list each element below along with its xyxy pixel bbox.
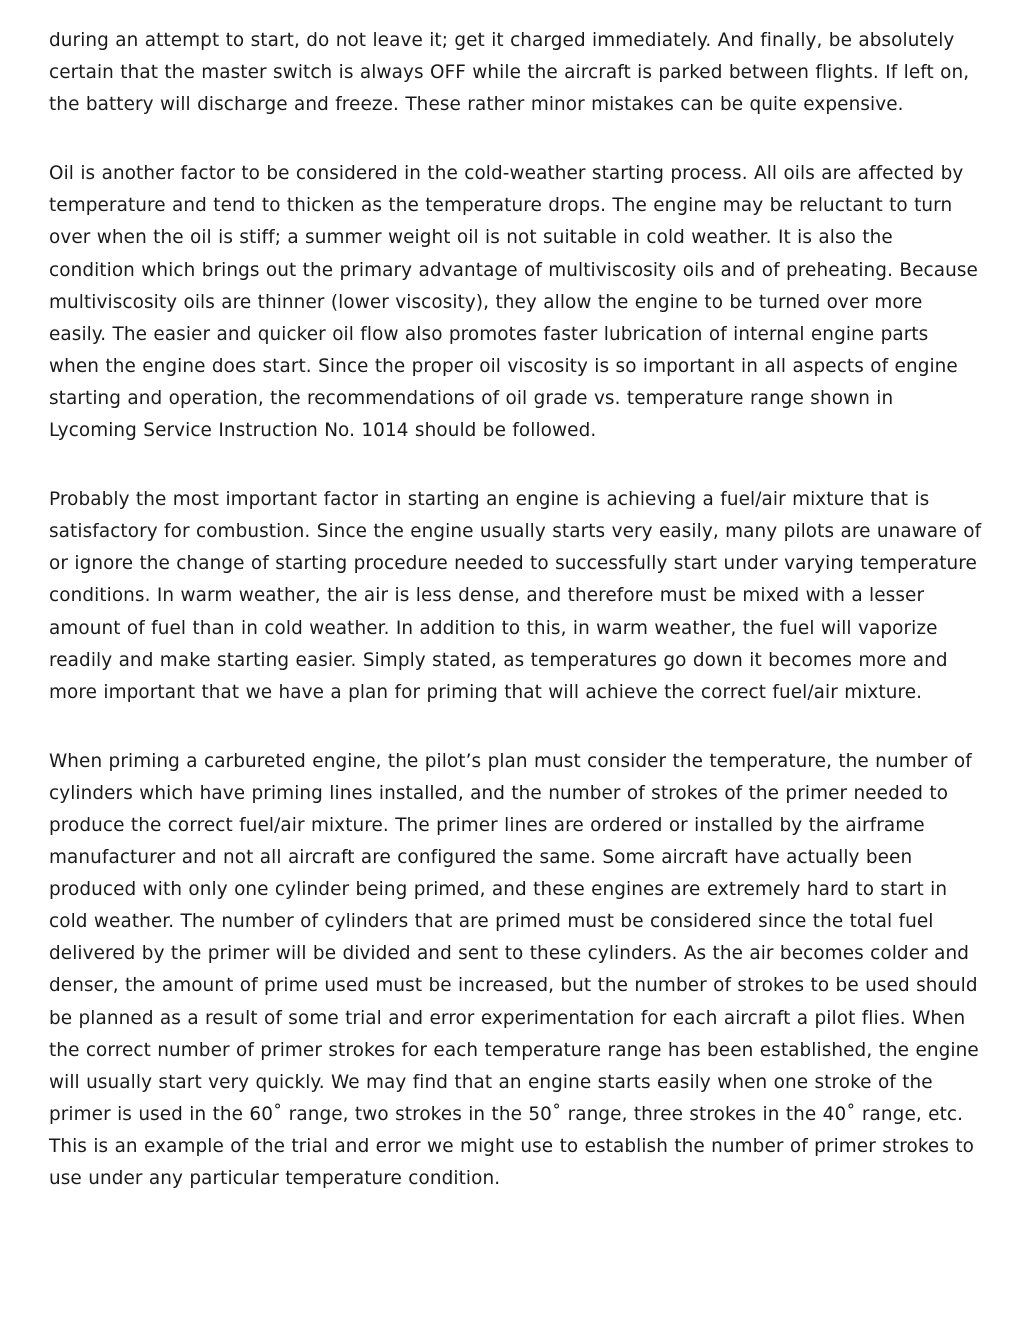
paragraph-fuel-air-mixture: Probably the most important factor in starting an engine is achieving a fuel/air mixture that is satisfactory for combustion. Since the engine usually starts very easily, many pilots are unaware of or ignore the change of starting procedure needed to successfully start under varying temperature conditions. In warm weather, the air is less dense, and therefore must be mixed with a lesser amount of fuel than in cold weather. In addition to this, in warm weather, the fuel will vaporize readily and make starting easier. Simply stated, as temperatures go down it becomes more and more important that we have a plan for priming that will achieve the correct fuel/air mixture. bbox=[49, 489, 982, 703]
document-page bbox=[49, 25, 984, 1232]
paragraph-battery-master-switch: during an attempt to start, do not leave it; get it charged immediately. And finally, be absolutely certain that the master switch is always OFF while the aircraft is parked between flights. If left on, the battery will discharge and freeze. These rather minor mistakes can be quite expensive. bbox=[49, 30, 970, 116]
paragraph-oil-viscosity: Oil is another factor to be considered in the cold-weather starting process. All oils are affected by temperature and tend to thicken as the temperature drops. The engine may be reluctant to turn over when the oil is stiff; a summer weight oil is not suitable in cold weather. It is also the condition which brings out the primary advantage of multiviscosity oils and of preheating. Because multiviscosity oils are thinner (lower viscosity), they allow the engine to be turned over more easily. The easier and quicker oil flow also promotes faster lubrication of internal engine parts when the engine does start. Since the proper oil viscosity is so important in all aspects of engine starting and operation, the recommendations of oil grade vs. temperature range shown in Lycoming Service Instruction No. 1014 should be followed. bbox=[49, 163, 978, 442]
paragraph-priming-carbureted-engine: When priming a carbureted engine, the pilot’s plan must consider the temperature, the number of cylinders which have priming lines installed, and the number of strokes of the primer needed to produce the correct fuel/air mixture. The primer lines are ordered or installed by the airframe manufacturer and not all aircraft are configured the same. Some aircraft have actually been produced with only one cylinder being primed, and these engines are extremely hard to start in cold weather. The number of cylinders that are primed must be considered since the total fuel delivered by the primer will be divided and sent to these cylinders. As the air becomes colder and denser, the amount of prime used must be increased, but the number of strokes to be used should be planned as a result of some trial and error experimentation for each aircraft a pilot flies. When the correct number of primer strokes for each temperature range has been established, the engine will usually start very quickly. We may find that an engine starts easily when one stroke of the primer is used in the 60˚ range, two strokes in the 50˚ range, three strokes in the 40˚ range, etc. This is an example of the trial and error we might use to establish the number of primer strokes to use under any particular temperature condition. bbox=[49, 750, 979, 1189]
